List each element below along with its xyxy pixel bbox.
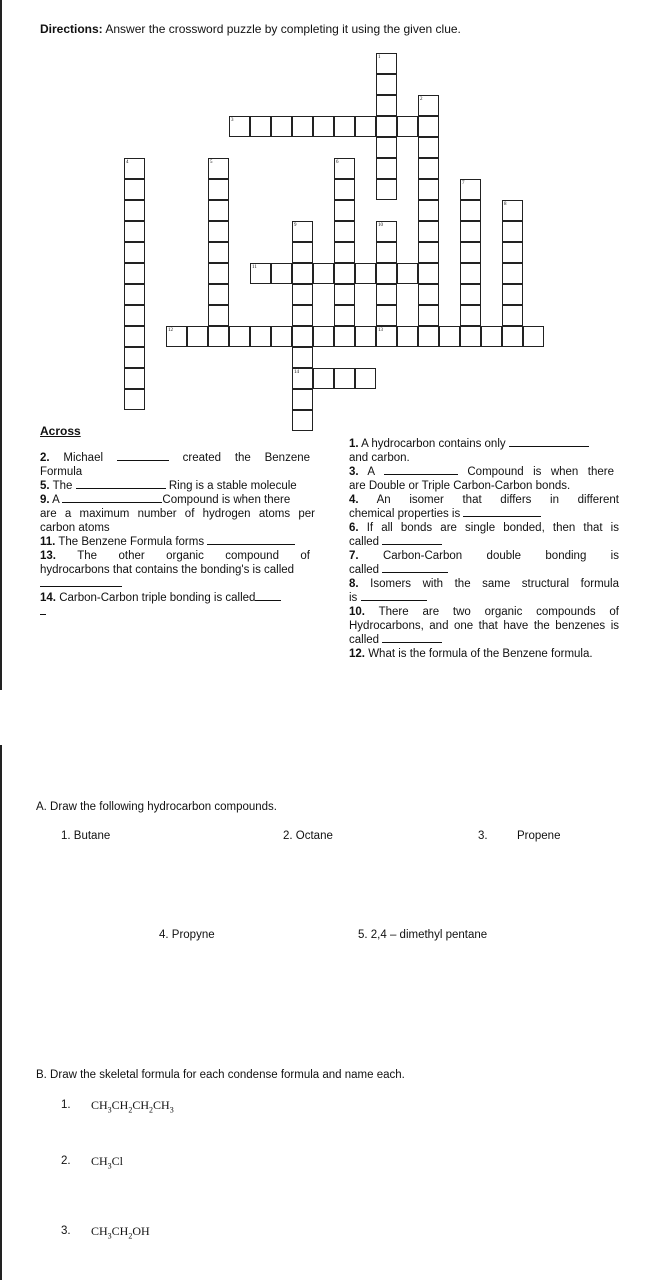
- clue-13-text-a: The other organic compound of: [77, 550, 310, 562]
- crossword-clue-number: 13: [378, 328, 383, 333]
- crossword-cell[interactable]: [208, 221, 229, 242]
- crossword-clue-number: 14: [294, 370, 299, 375]
- clue-14: [40, 591, 315, 619]
- crossword-cell[interactable]: [502, 305, 523, 326]
- crossword-cell[interactable]: [124, 242, 145, 263]
- crossword-cell[interactable]: [313, 116, 334, 137]
- clue-1-text-a: A hydrocarbon contains only: [361, 438, 506, 450]
- crossword-clue-number: 7: [462, 181, 465, 186]
- crossword-cell[interactable]: [334, 284, 355, 305]
- crossword-cell[interactable]: [292, 284, 313, 305]
- answer-blank[interactable]: [361, 600, 427, 601]
- crossword-cell[interactable]: [418, 263, 439, 284]
- crossword-cell[interactable]: [502, 284, 523, 305]
- crossword-cell[interactable]: [418, 200, 439, 221]
- clue-3-text-b: Compound is when there: [467, 466, 614, 478]
- crossword-cell[interactable]: [397, 116, 418, 137]
- clue-9-text-d: carbon atoms: [40, 522, 110, 534]
- clue-4-num: 4.: [349, 494, 359, 506]
- crossword-cell[interactable]: [376, 305, 397, 326]
- clue-7-text-a: Carbon-Carbon double bonding is: [382, 550, 619, 562]
- clue-13-num: 13.: [40, 550, 56, 562]
- clue-1-text-b: and carbon.: [349, 452, 410, 464]
- clue-7-text-b: called: [349, 564, 380, 576]
- item-butane: 1. Butane: [61, 830, 111, 842]
- crossword-cell[interactable]: [124, 221, 145, 242]
- crossword-cell[interactable]: [124, 347, 145, 368]
- clue-10-num: 10.: [349, 606, 365, 618]
- answer-blank[interactable]: [463, 516, 541, 517]
- clue-5-text-b: Ring is a stable molecule: [168, 480, 297, 492]
- clue-6-text-b: called: [349, 536, 380, 548]
- crossword-cell[interactable]: [229, 326, 250, 347]
- item-octane: 2. Octane: [283, 830, 333, 842]
- clue-7: [349, 549, 619, 577]
- crossword-clue-number: 2: [420, 97, 423, 102]
- crossword-cell[interactable]: [334, 221, 355, 242]
- answer-blank[interactable]: [384, 474, 458, 475]
- answer-blank[interactable]: [117, 460, 169, 461]
- crossword-cell[interactable]: [292, 410, 313, 431]
- crossword-cell[interactable]: [439, 326, 460, 347]
- crossword-cell[interactable]: [460, 305, 481, 326]
- clue-8-num: 8.: [349, 578, 359, 590]
- clue-8: [349, 577, 619, 605]
- crossword-cell[interactable]: [313, 326, 334, 347]
- item-propene-num: 3.: [478, 830, 488, 842]
- clue-9-num: 9.: [40, 494, 50, 506]
- answer-blank[interactable]: [76, 488, 166, 489]
- crossword-cell[interactable]: [124, 179, 145, 200]
- answer-blank[interactable]: [382, 572, 448, 573]
- clue-2-text-a: Michael: [63, 452, 104, 464]
- crossword-clue-number: 12: [168, 328, 173, 333]
- crossword-cell[interactable]: [376, 263, 397, 284]
- crossword-cell[interactable]: [334, 242, 355, 263]
- crossword-clue-number: 1: [378, 55, 381, 60]
- answer-blank[interactable]: [382, 544, 442, 545]
- crossword-cell[interactable]: [187, 326, 208, 347]
- crossword-cell[interactable]: [418, 326, 439, 347]
- clue-2-text-c: Formula: [40, 466, 83, 478]
- clue-10-text-c: called: [349, 634, 380, 646]
- clue-9-text-a: A: [52, 494, 60, 506]
- crossword-cell[interactable]: [460, 221, 481, 242]
- answer-blank[interactable]: [382, 642, 442, 643]
- clue-2-text-b: created the Benzene: [182, 452, 311, 464]
- clue-8-text-a: Isomers with the same structural formula: [370, 578, 619, 590]
- clue-9-text-c: are a maximum number of hydrogen atoms per: [40, 508, 315, 520]
- answer-blank[interactable]: [62, 502, 162, 503]
- crossword-cell[interactable]: [460, 326, 481, 347]
- clue-3: [349, 465, 614, 493]
- crossword-cell[interactable]: [250, 326, 271, 347]
- crossword-cell[interactable]: [208, 326, 229, 347]
- clue-5: [40, 479, 310, 493]
- across-heading: Across: [40, 424, 81, 438]
- section-b-title: B. Draw the skeletal formula for each condense formula and name each.: [36, 1069, 405, 1081]
- crossword-cell[interactable]: [460, 242, 481, 263]
- crossword-cell[interactable]: [502, 263, 523, 284]
- crossword-cell[interactable]: [376, 137, 397, 158]
- crossword-cell[interactable]: [523, 326, 544, 347]
- crossword-cell[interactable]: [418, 242, 439, 263]
- clue-6-num: 6.: [349, 522, 359, 534]
- formula-ethanol: $CH_3CH_2OH$: [91, 1224, 150, 1241]
- crossword-cell[interactable]: [313, 263, 334, 284]
- clue-14-num: 14.: [40, 592, 56, 604]
- crossword-cell[interactable]: [208, 284, 229, 305]
- crossword-cell[interactable]: [355, 116, 376, 137]
- crossword-cell[interactable]: [271, 263, 292, 284]
- crossword-clue-number: 9: [294, 223, 297, 228]
- crossword-cell[interactable]: [334, 200, 355, 221]
- crossword-clue-number: 4: [126, 160, 129, 165]
- crossword-cell[interactable]: [355, 263, 376, 284]
- crossword-cell[interactable]: [376, 242, 397, 263]
- clue-3-text-c: are Double or Triple Carbon-Carbon bonds.: [349, 480, 571, 492]
- clue-1-num: 1.: [349, 438, 359, 450]
- crossword-cell[interactable]: [208, 200, 229, 221]
- crossword-cell[interactable]: [292, 305, 313, 326]
- item-dimethyl-pentane: 5. 2,4 – dimethyl pentane: [358, 929, 488, 941]
- crossword-cell[interactable]: [334, 179, 355, 200]
- crossword-cell[interactable]: [208, 179, 229, 200]
- clue-11-text-a: The Benzene Formula forms: [58, 536, 205, 548]
- crossword-cell[interactable]: [124, 200, 145, 221]
- clue-1: [349, 437, 619, 465]
- crossword-cell[interactable]: [418, 221, 439, 242]
- clue-9: [40, 493, 315, 535]
- crossword-cell[interactable]: [418, 158, 439, 179]
- clue-7-num: 7.: [349, 550, 359, 562]
- clue-2: [40, 451, 310, 479]
- item-b1-num: 1.: [61, 1099, 71, 1111]
- crossword-cell[interactable]: [397, 326, 418, 347]
- answer-blank[interactable]: [207, 544, 295, 545]
- crossword-cell[interactable]: [355, 368, 376, 389]
- crossword-cell[interactable]: [334, 326, 355, 347]
- crossword-cell[interactable]: [124, 368, 145, 389]
- crossword-cell[interactable]: [208, 242, 229, 263]
- crossword-cell[interactable]: [418, 137, 439, 158]
- section-a-title: A. Draw the following hydrocarbon compounds.: [36, 801, 277, 813]
- item-b2-num: 2.: [61, 1155, 71, 1167]
- clue-6: [349, 521, 619, 549]
- crossword-cell[interactable]: [376, 116, 397, 137]
- clue-9-text-b: Compound is when there: [162, 494, 291, 506]
- crossword-cell[interactable]: [334, 263, 355, 284]
- answer-blank[interactable]: [40, 614, 46, 615]
- clue-12-num: 12.: [349, 648, 365, 660]
- crossword-cell[interactable]: [124, 284, 145, 305]
- page-border-bottom: [0, 745, 2, 1280]
- clue-4: [349, 493, 619, 521]
- clue-3-num: 3.: [349, 466, 359, 478]
- crossword-cell[interactable]: [418, 284, 439, 305]
- crossword-cell[interactable]: [376, 179, 397, 200]
- crossword-cell[interactable]: [271, 326, 292, 347]
- crossword-cell[interactable]: [460, 263, 481, 284]
- crossword-cell[interactable]: [502, 326, 523, 347]
- crossword-cell[interactable]: [208, 305, 229, 326]
- crossword-cell[interactable]: [292, 242, 313, 263]
- crossword-cell[interactable]: [292, 116, 313, 137]
- crossword-cell[interactable]: [334, 305, 355, 326]
- clue-12: [349, 647, 619, 661]
- crossword-cell[interactable]: [418, 116, 439, 137]
- clue-13-text-b: hydrocarbons that contains the bonding's is called: [40, 564, 295, 576]
- clue-14-text-a: Carbon-Carbon triple bonding is called: [59, 592, 256, 604]
- answer-blank[interactable]: [509, 446, 589, 447]
- crossword-clue-number: 3: [231, 118, 234, 123]
- clue-4-text-a: An isomer that differs in different: [376, 494, 619, 506]
- clue-12-text-a: What is the formula of the Benzene formula.: [368, 648, 593, 660]
- item-propene: Propene: [517, 830, 561, 842]
- crossword-cell[interactable]: [376, 158, 397, 179]
- answer-blank[interactable]: [40, 586, 122, 587]
- directions-label: Directions:: [40, 22, 103, 36]
- clue-5-num: 5.: [40, 480, 50, 492]
- crossword-clue-number: 5: [210, 160, 213, 165]
- crossword-cell[interactable]: [124, 326, 145, 347]
- crossword-cell[interactable]: [334, 368, 355, 389]
- crossword-cell[interactable]: [292, 326, 313, 347]
- clue-5-text-a: The: [52, 480, 73, 492]
- crossword-clue-number: 8: [504, 202, 507, 207]
- clue-13: [40, 549, 310, 591]
- crossword-cell[interactable]: [292, 263, 313, 284]
- crossword-cell[interactable]: [292, 347, 313, 368]
- item-b3-num: 3.: [61, 1225, 71, 1237]
- formula-chloromethane: $CH_3Cl$: [91, 1154, 124, 1171]
- clue-10-text-a: There are two organic compounds of: [378, 606, 619, 618]
- crossword-cell[interactable]: [124, 389, 145, 410]
- crossword-cell[interactable]: [124, 263, 145, 284]
- crossword-cell[interactable]: [355, 326, 376, 347]
- clue-3-text-a: A: [367, 466, 375, 478]
- clue-2-num: 2.: [40, 452, 50, 464]
- clue-11-num: 11.: [40, 536, 56, 548]
- formula-butane: $CH_3CH_2CH_2CH_3$: [91, 1098, 174, 1115]
- crossword-cell[interactable]: [460, 200, 481, 221]
- crossword-clue-number: 11: [252, 265, 257, 270]
- clue-6-text-a: If all bonds are single bonded, then that is: [366, 522, 619, 534]
- clue-11: [40, 535, 315, 549]
- clue-10-text-b: Hydrocarbons, and one that have the benzenes is: [349, 620, 619, 632]
- crossword-cell[interactable]: [397, 263, 418, 284]
- crossword-grid: [0, 0, 651, 420]
- crossword-clue-number: 6: [336, 160, 339, 165]
- crossword-cell[interactable]: [481, 326, 502, 347]
- item-propyne: 4. Propyne: [159, 929, 215, 941]
- crossword-cell[interactable]: [124, 305, 145, 326]
- crossword-cell[interactable]: [502, 242, 523, 263]
- crossword-cell[interactable]: [376, 74, 397, 95]
- crossword-cell[interactable]: [271, 116, 292, 137]
- crossword-cell[interactable]: [502, 221, 523, 242]
- clue-10: [349, 605, 619, 647]
- crossword-cell[interactable]: [460, 284, 481, 305]
- crossword-clue-number: 10: [378, 223, 383, 228]
- crossword-cell[interactable]: [334, 116, 355, 137]
- crossword-cell[interactable]: [313, 368, 334, 389]
- crossword-cell[interactable]: [376, 284, 397, 305]
- clue-4-text-b: chemical properties is: [349, 508, 461, 520]
- crossword-cell[interactable]: [292, 389, 313, 410]
- answer-blank[interactable]: [255, 600, 281, 601]
- crossword-cell[interactable]: [418, 305, 439, 326]
- directions-text: Answer the crossword puzzle by completing it using the given clue.: [105, 22, 461, 36]
- crossword-cell[interactable]: [376, 95, 397, 116]
- crossword-cell[interactable]: [208, 263, 229, 284]
- clue-8-text-b: is: [349, 592, 358, 604]
- crossword-cell[interactable]: [418, 179, 439, 200]
- crossword-cell[interactable]: [250, 116, 271, 137]
